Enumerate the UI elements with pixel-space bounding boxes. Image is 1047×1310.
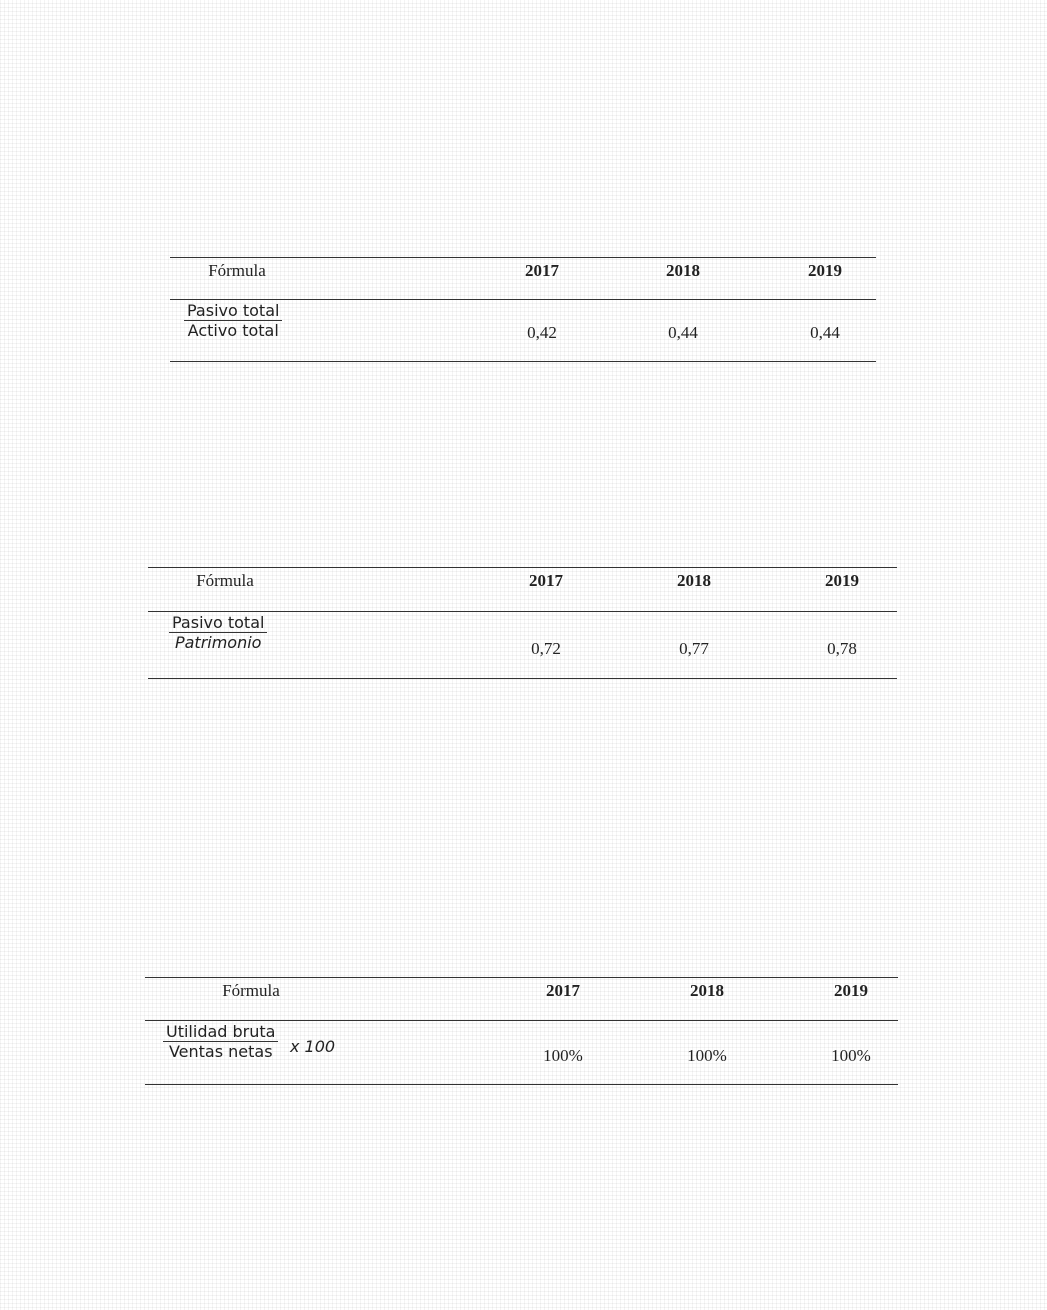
value-2019: 0,78 (827, 639, 857, 658)
year-header-2017: 2017 (529, 571, 563, 590)
year-header-2019: 2019 (834, 981, 868, 1000)
year-header-2017: 2017 (546, 981, 580, 1000)
ratio-table-3 (145, 977, 898, 1085)
formula-multiplier: x 100 (290, 1037, 336, 1056)
formula-denominator: Patrimonio (174, 633, 262, 652)
value-2018: 0,44 (668, 323, 698, 342)
formula-column-header: Fórmula (196, 571, 254, 590)
formula-numerator: Pasivo total (184, 301, 282, 321)
table-row (148, 612, 897, 677)
value-2017: 100% (543, 1046, 583, 1065)
year-header-2017: 2017 (525, 261, 559, 280)
value-2018: 100% (687, 1046, 727, 1065)
value-2018: 0,77 (679, 639, 709, 658)
table-header (145, 978, 898, 1021)
formula-numerator: Pasivo total (169, 613, 267, 633)
formula-denominator: Ventas netas (168, 1042, 273, 1061)
year-header-2018: 2018 (677, 571, 711, 590)
year-header-2018: 2018 (690, 981, 724, 1000)
table-header (148, 568, 897, 612)
formula-numerator: Utilidad bruta (163, 1022, 278, 1042)
value-2017: 0,72 (531, 639, 561, 658)
table-row (145, 1021, 898, 1083)
formula-fraction (163, 1022, 278, 1061)
formula-column-header: Fórmula (222, 981, 280, 1000)
table-row (170, 300, 876, 360)
year-header-2018: 2018 (666, 261, 700, 280)
formula-fraction (184, 301, 282, 340)
year-header-2019: 2019 (825, 571, 859, 590)
value-2019: 0,44 (810, 323, 840, 342)
ratio-table-1 (170, 257, 876, 362)
formula-denominator: Activo total (187, 321, 279, 340)
formula-column-header: Fórmula (208, 261, 266, 280)
year-header-2019: 2019 (808, 261, 842, 280)
value-2019: 100% (831, 1046, 871, 1065)
formula-fraction (169, 613, 267, 652)
table-header (170, 258, 876, 300)
ratio-table-2 (148, 567, 897, 679)
value-2017: 0,42 (527, 323, 557, 342)
